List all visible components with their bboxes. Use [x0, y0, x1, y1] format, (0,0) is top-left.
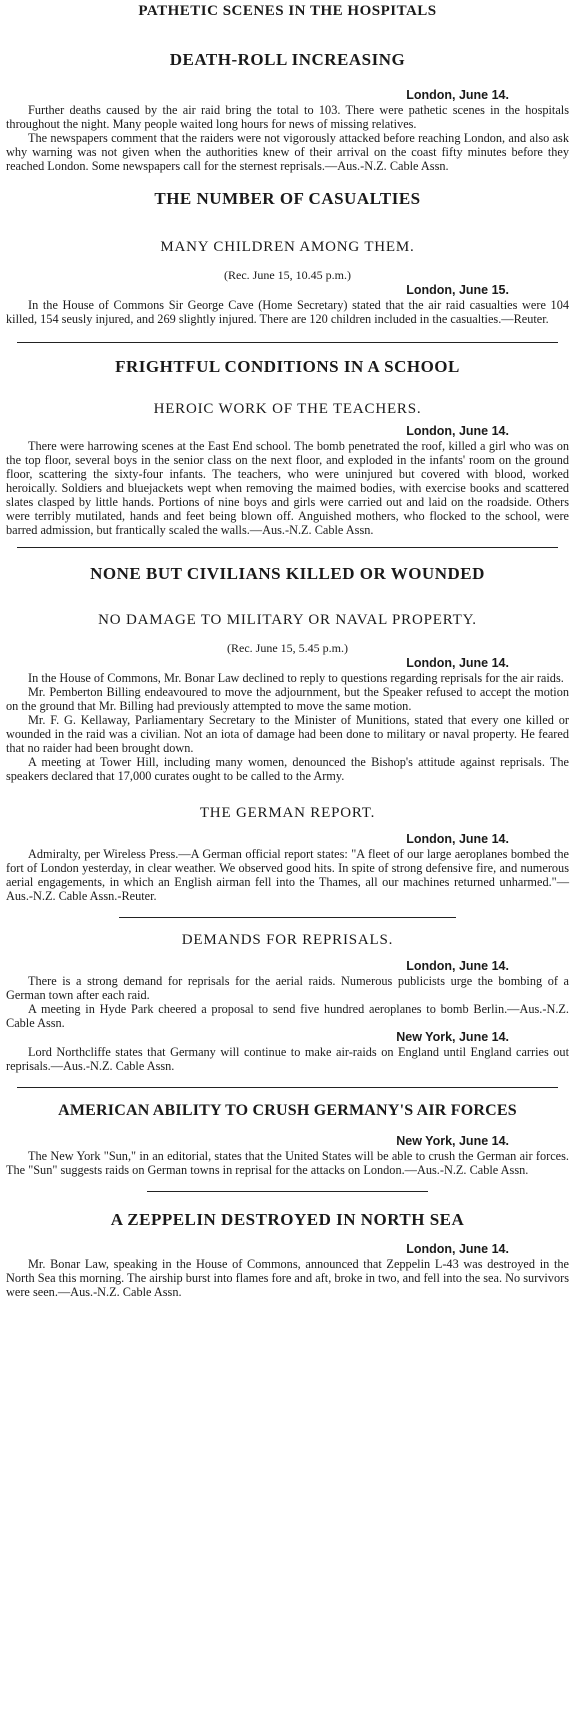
dateline: London, June 14.	[406, 424, 509, 438]
article-death-roll	[6, 50, 569, 173]
article-paragraph: Further deaths caused by the air raid bring the total to 103. There were pathetic scenes in the hospitals throughout the night. Many people waited long hours for news of missing relatives.	[6, 103, 569, 131]
article-subheading: THE GERMAN REPORT.	[199, 805, 376, 821]
article-casualties	[6, 189, 569, 326]
article-school	[6, 357, 569, 537]
dateline: London, June 14.	[406, 88, 509, 102]
article-subheading: NO DAMAGE TO MILITARY OR NAVAL PROPERTY.	[98, 612, 477, 628]
article-heading: FRIGHTFUL CONDITIONS IN A SCHOOL	[115, 357, 460, 376]
divider	[17, 342, 557, 343]
divider	[147, 1191, 429, 1192]
article-subheading: HEROIC WORK OF THE TEACHERS.	[153, 401, 422, 417]
article-paragraph: The newspapers comment that the raiders were not vigorously attacked before reaching London, and also ask why warning was not given when the authorities knew of their arrival on the coast fifty minutes before they reached London. Some newspapers call for the sternest reprisals.—Aus.-N.Z. Cable Assn.	[6, 131, 569, 173]
article-paragraph: In the House of Commons Sir George Cave (Home Secretary) stated that the air raid casualties were 104 killed, 154 seusly injured, and 269 slightly injured. There are 120 children included in the casualties.—Reuter.	[6, 298, 569, 326]
divider	[17, 1087, 557, 1088]
article-heading: A ZEPPELIN DESTROYED IN NORTH SEA	[110, 1210, 465, 1229]
article-heading: NONE BUT CIVILIANS KILLED OR WOUNDED	[90, 564, 485, 583]
article-american	[6, 1102, 569, 1177]
dateline: London, June 14.	[406, 1242, 509, 1256]
article-paragraph: In the House of Commons, Mr. Bonar Law declined to reply to questions regarding reprisals for the air raids.	[28, 671, 564, 685]
article-paragraph: The New York "Sun," in an editorial, states that the United States will be able to crush the German air forces. The "Sun" suggests raids on German towns in reprisal for the attacks on London.—Aus.-N.Z. Cable Assn.	[6, 1149, 569, 1177]
article-german-report	[6, 805, 569, 903]
dateline: London, June 15.	[406, 283, 509, 297]
dateline: London, June 14.	[406, 959, 509, 973]
article-paragraph: Lord Northcliffe states that Germany will continue to make air-raids on England until England carries out reprisals.—Aus.-N.Z. Cable Assn.	[6, 1045, 569, 1073]
article-paragraph: A meeting in Hyde Park cheered a proposal to send five hundred aeroplanes to bomb Berlin.—Aus.-N.Z. Cable Assn.	[6, 1002, 569, 1030]
article-civilians	[6, 564, 569, 783]
article-subheading: DEMANDS FOR REPRISALS.	[181, 932, 394, 948]
dateline: London, June 14.	[406, 832, 509, 846]
article-paragraph: Mr. Pemberton Billing endeavoured to move the adjournment, but the Speaker refused to accept the motion on the ground that Mr. Billing had previously attempted to move the same motion.	[6, 685, 569, 713]
dateline-new-york: New York, June 14.	[396, 1030, 509, 1044]
article-paragraph: Mr. F. G. Kellaway, Parliamentary Secretary to the Minister of Munitions, stated that every one killed or wounded in the raid was a civilian. Not an iota of damage had been done to military or naval property. He feared that no raider had been brought down.	[6, 713, 569, 755]
received-time: (Rec. June 15, 5.45 p.m.)	[227, 641, 348, 655]
divider	[17, 547, 557, 548]
received-time: (Rec. June 15, 10.45 p.m.)	[224, 268, 351, 282]
article-paragraph: There is a strong demand for reprisals for the aerial raids. Numerous publicists urge the bombing of a German town after each raid.	[6, 974, 569, 1002]
article-paragraph: Admiralty, per Wireless Press.—A German official report states: "A fleet of our large aeroplanes bombed the fort of London yesterday, in clear weather. We observed good hits. In spite of strong defensive fire, and numerous aerial engagements, in which an English airman fell into the Thames, all our machines returned unharmed."—Aus.-N.Z. Cable Assn.-Reuter.	[6, 847, 569, 903]
headline-top: PATHETIC SCENES IN THE HOSPITALS	[138, 3, 437, 19]
article-zeppelin	[6, 1210, 569, 1299]
dateline: New York, June 14.	[396, 1134, 509, 1148]
divider	[119, 917, 457, 918]
article-heading: DEATH-ROLL INCREASING	[169, 50, 406, 69]
dateline: London, June 14.	[406, 656, 509, 670]
article-paragraph: There were harrowing scenes at the East End school. The bomb penetrated the roof, killed a girl who was on the top floor, several boys in the senior class on the next floor, and exploded in the infants' room on the ground floor, scattering the sixty-four infants. The teachers, who were uninjured but covered with blood, worked heroically. Soldiers and bluejackets wept when removing the maimed bodies, with exercise books and scattered slates clasped by little hands. Portions of nine boys and girls were carried out and laid on the roadside. Others were terribly mutilated, hands and feet being blown off. Anguished mothers, who flocked to the school, were barred admission, but frantically scaled the walls.—Aus.-N.Z. Cable Assn.	[6, 439, 569, 537]
article-reprisals	[6, 932, 569, 1073]
article-paragraph: A meeting at Tower Hill, including many women, denounced the Bishop's attitude against reprisals. The speakers declared that 17,000 curates ought to be called to the Army.	[6, 755, 569, 783]
article-subheading: MANY CHILDREN AMONG THEM.	[160, 239, 415, 255]
article-heading: AMERICAN ABILITY TO CRUSH GERMANY'S AIR FORCES	[58, 1102, 517, 1119]
article-heading: THE NUMBER OF CASUALTIES	[154, 189, 421, 208]
article-paragraph: Mr. Bonar Law, speaking in the House of Commons, announced that Zeppelin L-43 was destroyed in the North Sea this morning. The airship burst into flames fore and aft, broke in two, and fell into the sea. No survivors were seen.—Aus.-N.Z. Cable Assn.	[6, 1257, 569, 1299]
